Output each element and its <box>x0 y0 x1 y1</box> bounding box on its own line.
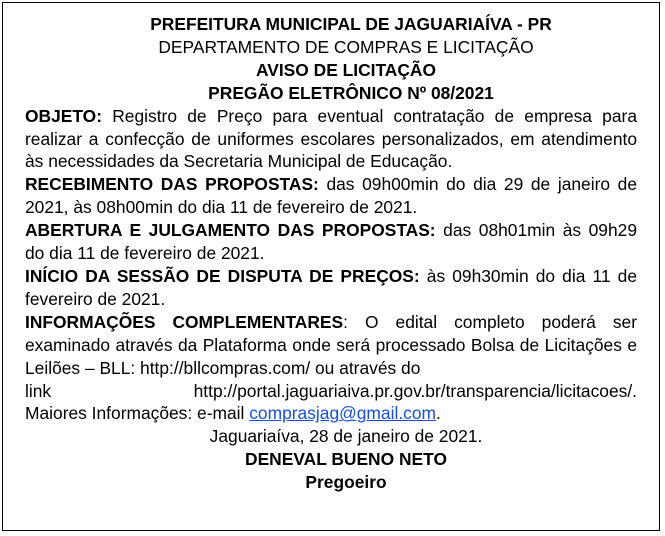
recebimento-paragraph <box>25 173 637 219</box>
objeto-label: OBJETO: <box>25 105 102 126</box>
abertura-paragraph <box>25 219 637 265</box>
inicio-label: INÍCIO DA SESSÃO DE DISPUTA DE PREÇOS: <box>25 265 420 286</box>
contact-prefix: Maiores Informações: e-mail <box>25 403 250 424</box>
email-link[interactable]: comprasjag@gmail.com <box>249 403 437 424</box>
recebimento-text: das 09h00min do dia 29 de janeiro de 2021, às 08h00min do dia 11 de fevereiro de 2021. <box>25 174 637 218</box>
place-date: Jaguariaíva, 28 de janeiro de 2021. <box>209 426 483 447</box>
abertura-text: das 08h01min às 09h29 do dia 11 de fevereiro de 2021. <box>25 220 637 264</box>
portal-url[interactable]: http://portal.jaguariaiva.pr.gov.br/transparencia/licitacoes/. <box>193 380 637 401</box>
signer-role: Pregoeiro <box>305 472 387 493</box>
header-notice-title: AVISO DE LICITAÇÃO <box>255 59 437 80</box>
link-word: link <box>25 380 52 401</box>
objeto-paragraph <box>25 105 637 174</box>
abertura-label: ABERTURA E JULGAMENTO DAS PROPOSTAS: <box>25 220 436 241</box>
header-department: DEPARTAMENTO DE COMPRAS E LICITAÇÃO <box>158 36 534 57</box>
signer-name: DENEVAL BUENO NETO <box>245 449 447 470</box>
header-municipality: PREFEITURA MUNICIPAL DE JAGUARIAÍVA - PR <box>150 14 552 34</box>
objeto-text: Registro de Preço para eventual contratação de empresa para realizar a confecção de uniformes escolares personalizados, em atendimento às necessidades da Secretaria Municipal de Educação. <box>25 105 637 172</box>
inicio-paragraph <box>25 265 637 311</box>
contact-suffix: . <box>436 403 441 424</box>
informacoes-text: : O edital completo poderá ser examinado através da Plataforma onde será processado Bolsa de Licitações e Leilões – BLL: http://bllcompras.com/ ou através do <box>25 311 638 378</box>
header-auction-number: PREGÃO ELETRÔNICO Nº 08/2021 <box>208 82 494 103</box>
inicio-text: às 09h30min do dia 11 de fevereiro de 2021. <box>25 265 637 309</box>
notice-frame <box>2 2 660 531</box>
portal-link-line <box>25 380 637 403</box>
informacoes-label: INFORMAÇÕES COMPLEMENTARES <box>25 311 344 332</box>
informacoes-paragraph <box>25 311 637 380</box>
recebimento-label: RECEBIMENTO DAS PROPOSTAS: <box>25 174 319 195</box>
contact-line <box>25 402 637 425</box>
